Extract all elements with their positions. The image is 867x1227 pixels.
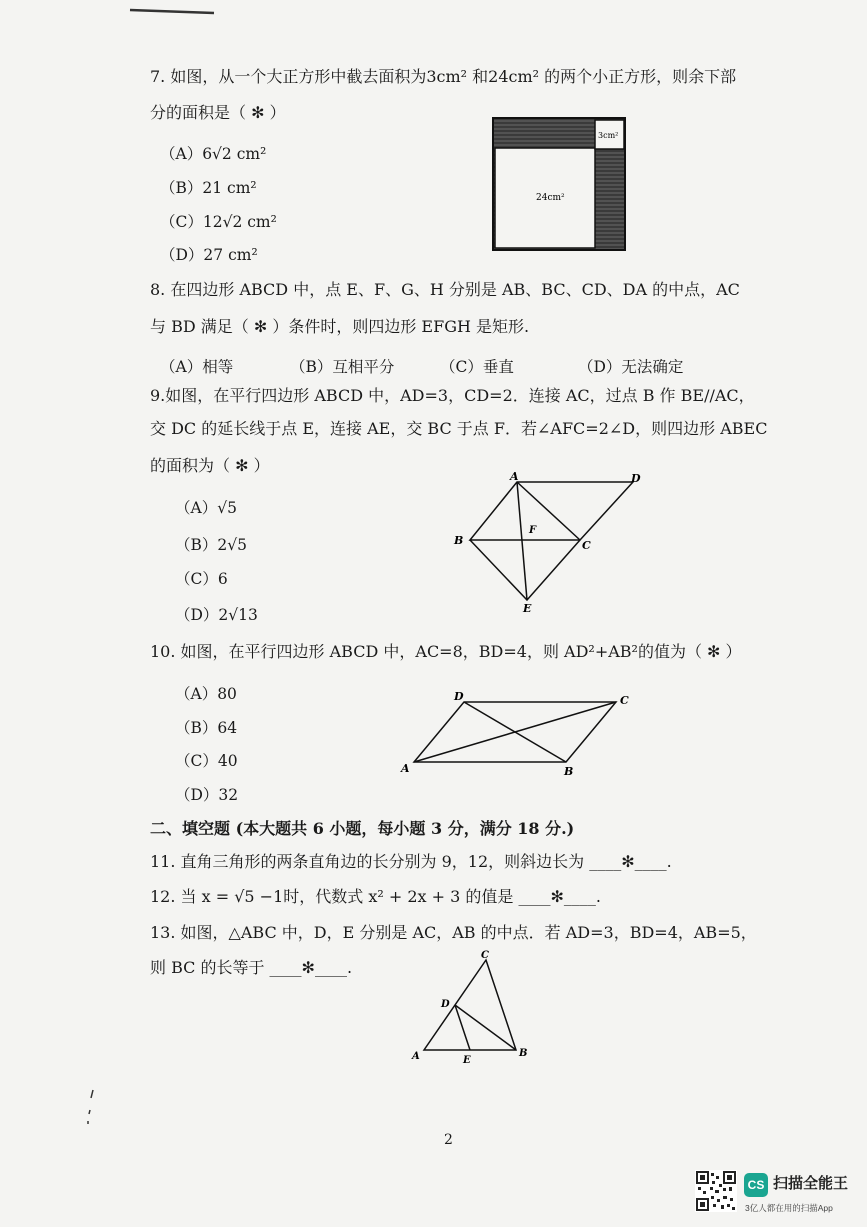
q9-label-f: F [529, 525, 537, 536]
q12-text: 12. 当 x = √5 −1时，代数式 x² + 2x + 3 的值是 ____✻____. [150, 887, 601, 906]
q13-line1: 13. 如图，△ABC 中，D，E 分别是 AC，AB 的中点．若 AD=3，BD=4，AB=5， [150, 923, 757, 942]
q13-label-c: C [481, 950, 489, 961]
q13-figure [408, 946, 536, 1068]
q8-line1: 8. 在四边形 ABCD 中，点 E、F、G、H 分别是 AB、BC、CD、DA 的中点，AC [150, 280, 740, 299]
q10-option-d: （D）32 [175, 786, 239, 804]
q10-option-c: （C）40 [175, 752, 238, 770]
q10-label-b: B [564, 765, 574, 778]
q10-label-d: D [454, 690, 464, 703]
q8-option-c: （C）垂直 [440, 358, 514, 376]
q9-label-b: B [454, 534, 464, 547]
q13-line2: 则 BC 的长等于 ____✻____. [150, 958, 353, 977]
q10-figure [398, 688, 638, 778]
q13-label-a: A [412, 1051, 420, 1062]
q9-figure [445, 468, 645, 614]
q7-figure [490, 115, 630, 255]
q8-option-d: （D）无法确定 [578, 358, 684, 376]
q9-label-e: E [523, 602, 532, 614]
q9-label-a: A [510, 470, 519, 483]
q9-label-d: D [631, 472, 641, 485]
q13-label-b: B [519, 1048, 528, 1059]
scanner-logo-icon: CS [744, 1173, 768, 1197]
scanner-app-name: 扫描全能王 [773, 1175, 849, 1192]
q7-small-square-label: 3cm² [598, 131, 619, 140]
q10-option-a: （A）80 [175, 685, 237, 703]
q7-option-a: （A）6√2 cm² [160, 145, 267, 163]
q10-line1: 10. 如图，在平行四边形 ABCD 中，AC=8，BD=4，则 AD²+AB²的值为（ ✻ ） [150, 642, 742, 661]
q13-label-e: E [463, 1055, 471, 1066]
qr-code-icon [695, 1170, 737, 1212]
scan-speck [85, 1088, 105, 1128]
q8-option-b: （B）互相平分 [290, 358, 395, 376]
q10-label-c: C [620, 694, 629, 707]
q11-text: 11. 直角三角形的两条直角边的长分别为 9，12，则斜边长为 ____✻____. [150, 852, 672, 871]
page-number: 2 [444, 1132, 453, 1148]
q7-option-b: （B）21 cm² [160, 179, 257, 197]
q9-label-c: C [582, 539, 591, 552]
q9-option-b: （B）2√5 [175, 536, 247, 554]
q13-label-d: D [441, 999, 450, 1010]
q9-line1: 9.如图，在平行四边形 ABCD 中，AD=3，CD=2．连接 AC，过点 B 作 BE//AC， [150, 386, 755, 405]
q9-line2: 交 DC 的延长线于点 E，连接 AE，交 BC 于点 F．若∠AFC=2∠D，则四边形 ABEC [150, 419, 768, 438]
q8-option-a: （A）相等 [160, 358, 234, 376]
q7-line2: 分的面积是（ ✻ ） [150, 103, 286, 122]
q7-option-c: （C）12√2 cm² [160, 213, 277, 231]
q10-label-a: A [401, 762, 410, 775]
q7-big-square-label: 24cm² [536, 193, 565, 203]
q9-option-c: （C）6 [175, 570, 228, 588]
q9-line3: 的面积为（ ✻ ） [150, 456, 270, 475]
scanner-tagline: 3亿人都在用的扫描App [745, 1203, 833, 1213]
q9-option-d: （D）2√13 [175, 606, 258, 624]
q10-option-b: （B）64 [175, 719, 238, 737]
section2-title: 二、填空题 (本大题共 6 小题，每小题 3 分，满分 18 分.) [150, 819, 575, 838]
q7-option-d: （D）27 cm² [160, 246, 258, 264]
q7-line1: 7. 如图，从一个大正方形中截去面积为3cm² 和24cm² 的两个小正方形，则余下部 [150, 67, 737, 86]
q9-option-a: （A）√5 [175, 499, 237, 517]
q8-line2: 与 BD 满足（ ✻ ）条件时，则四边形 EFGH 是矩形. [150, 317, 530, 336]
scan-mark [128, 6, 218, 18]
